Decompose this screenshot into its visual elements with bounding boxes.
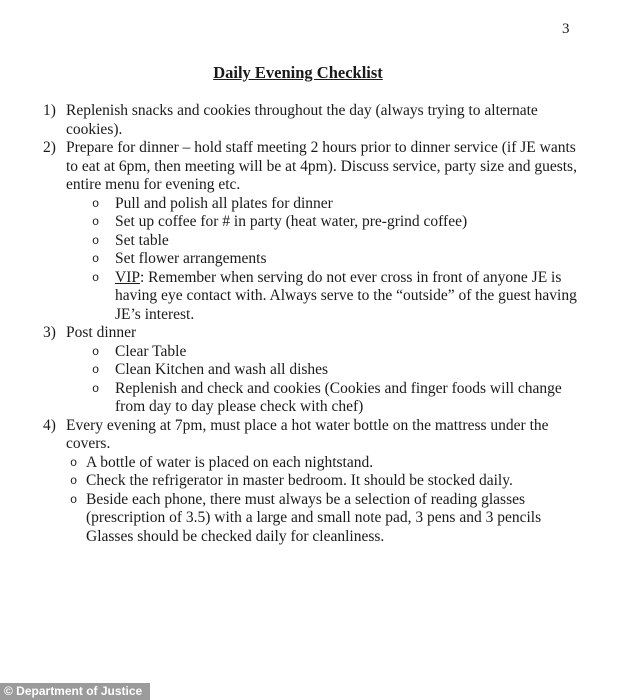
circle-bullet-icon: o [70,455,78,470]
sub-item-text: Set table [115,231,169,249]
item-number: 3) [43,324,56,341]
sub-item-text: Replenish and check and cookies (Cookies and finger foods will change from day to day please check with chef) [115,379,562,415]
circle-bullet-icon: o [92,252,100,266]
sub-item-text: A bottle of water is placed on each nightstand. [86,453,374,471]
item-body [66,139,581,324]
circle-bullet-icon: o [92,270,100,285]
checklist-item [43,102,581,139]
underlined-lead: VIP [115,268,140,286]
sub-item [66,250,581,269]
sub-item [66,454,581,473]
sub-list [66,454,581,547]
footer-watermark [0,683,150,700]
sub-item [66,472,581,491]
sub-item-text: Clear Table [115,342,187,360]
sub-list [66,195,581,325]
item-text: Replenish snacks and cookies throughout the day (always trying to alternate cookies). [66,102,538,138]
sub-item [66,195,581,214]
checklist-item [43,324,581,417]
circle-bullet-icon: o [92,233,100,248]
circle-bullet-icon: o [70,474,78,488]
sub-item [66,343,581,362]
sub-item [66,361,581,380]
circle-bullet-icon: o [92,363,100,377]
circle-bullet-icon: o [70,492,78,507]
item-number: 2) [43,139,56,156]
item-text: Post dinner [66,324,137,341]
circle-bullet-icon: o [92,344,100,359]
sub-item-text: VIP: Remember when serving do not ever cross in front of anyone JE is having eye contact with. Always serve to the “outside” of the guest having JE’s interest. [115,268,577,323]
checklist-item [43,417,581,547]
circle-bullet-icon: o [92,215,100,229]
sub-item-text: Check the refrigerator in master bedroom. It should be stocked daily. [86,472,513,489]
sub-item-text: Set up coffee for # in party (heat water, pre-grind coffee) [115,213,468,230]
sub-list [66,343,581,417]
item-body [66,102,581,139]
footer-text: © Department of Justice [4,684,143,698]
checklist-item [43,139,581,324]
item-number: 4) [43,416,56,434]
sub-item [66,269,581,325]
sub-item [66,491,581,547]
item-body [66,324,581,417]
sub-item [66,380,581,417]
sub-item-text: Clean Kitchen and wash all dishes [115,361,329,378]
sub-item-text: Pull and polish all plates for dinner [115,194,333,212]
item-text: Every evening at 7pm, must place a hot water bottle on the mattress under the covers. [66,416,549,452]
circle-bullet-icon: o [92,381,100,396]
item-body [66,417,581,547]
item-text: Prepare for dinner – hold staff meeting 2 hours prior to dinner service (if JE wants to eat at 6pm, then meeting will be at 4pm). Discuss service, party size and guests, entire menu for evening etc. [66,139,577,193]
document-title: Daily Evening Checklist [213,63,383,82]
sub-item-text: Beside each phone, there must always be a selection of reading glasses (prescription of 3.5) with a large and small note pad, 3 pens and 3 pencils Glasses should be checked daily for cleanliness. [86,490,542,545]
sub-item [66,232,581,251]
circle-bullet-icon: o [92,196,100,211]
checklist [43,102,581,546]
sub-item-text: Set flower arrangements [115,250,267,267]
item-number: 1) [43,102,56,119]
page-number: 3 [562,21,570,37]
sub-item [66,213,581,232]
